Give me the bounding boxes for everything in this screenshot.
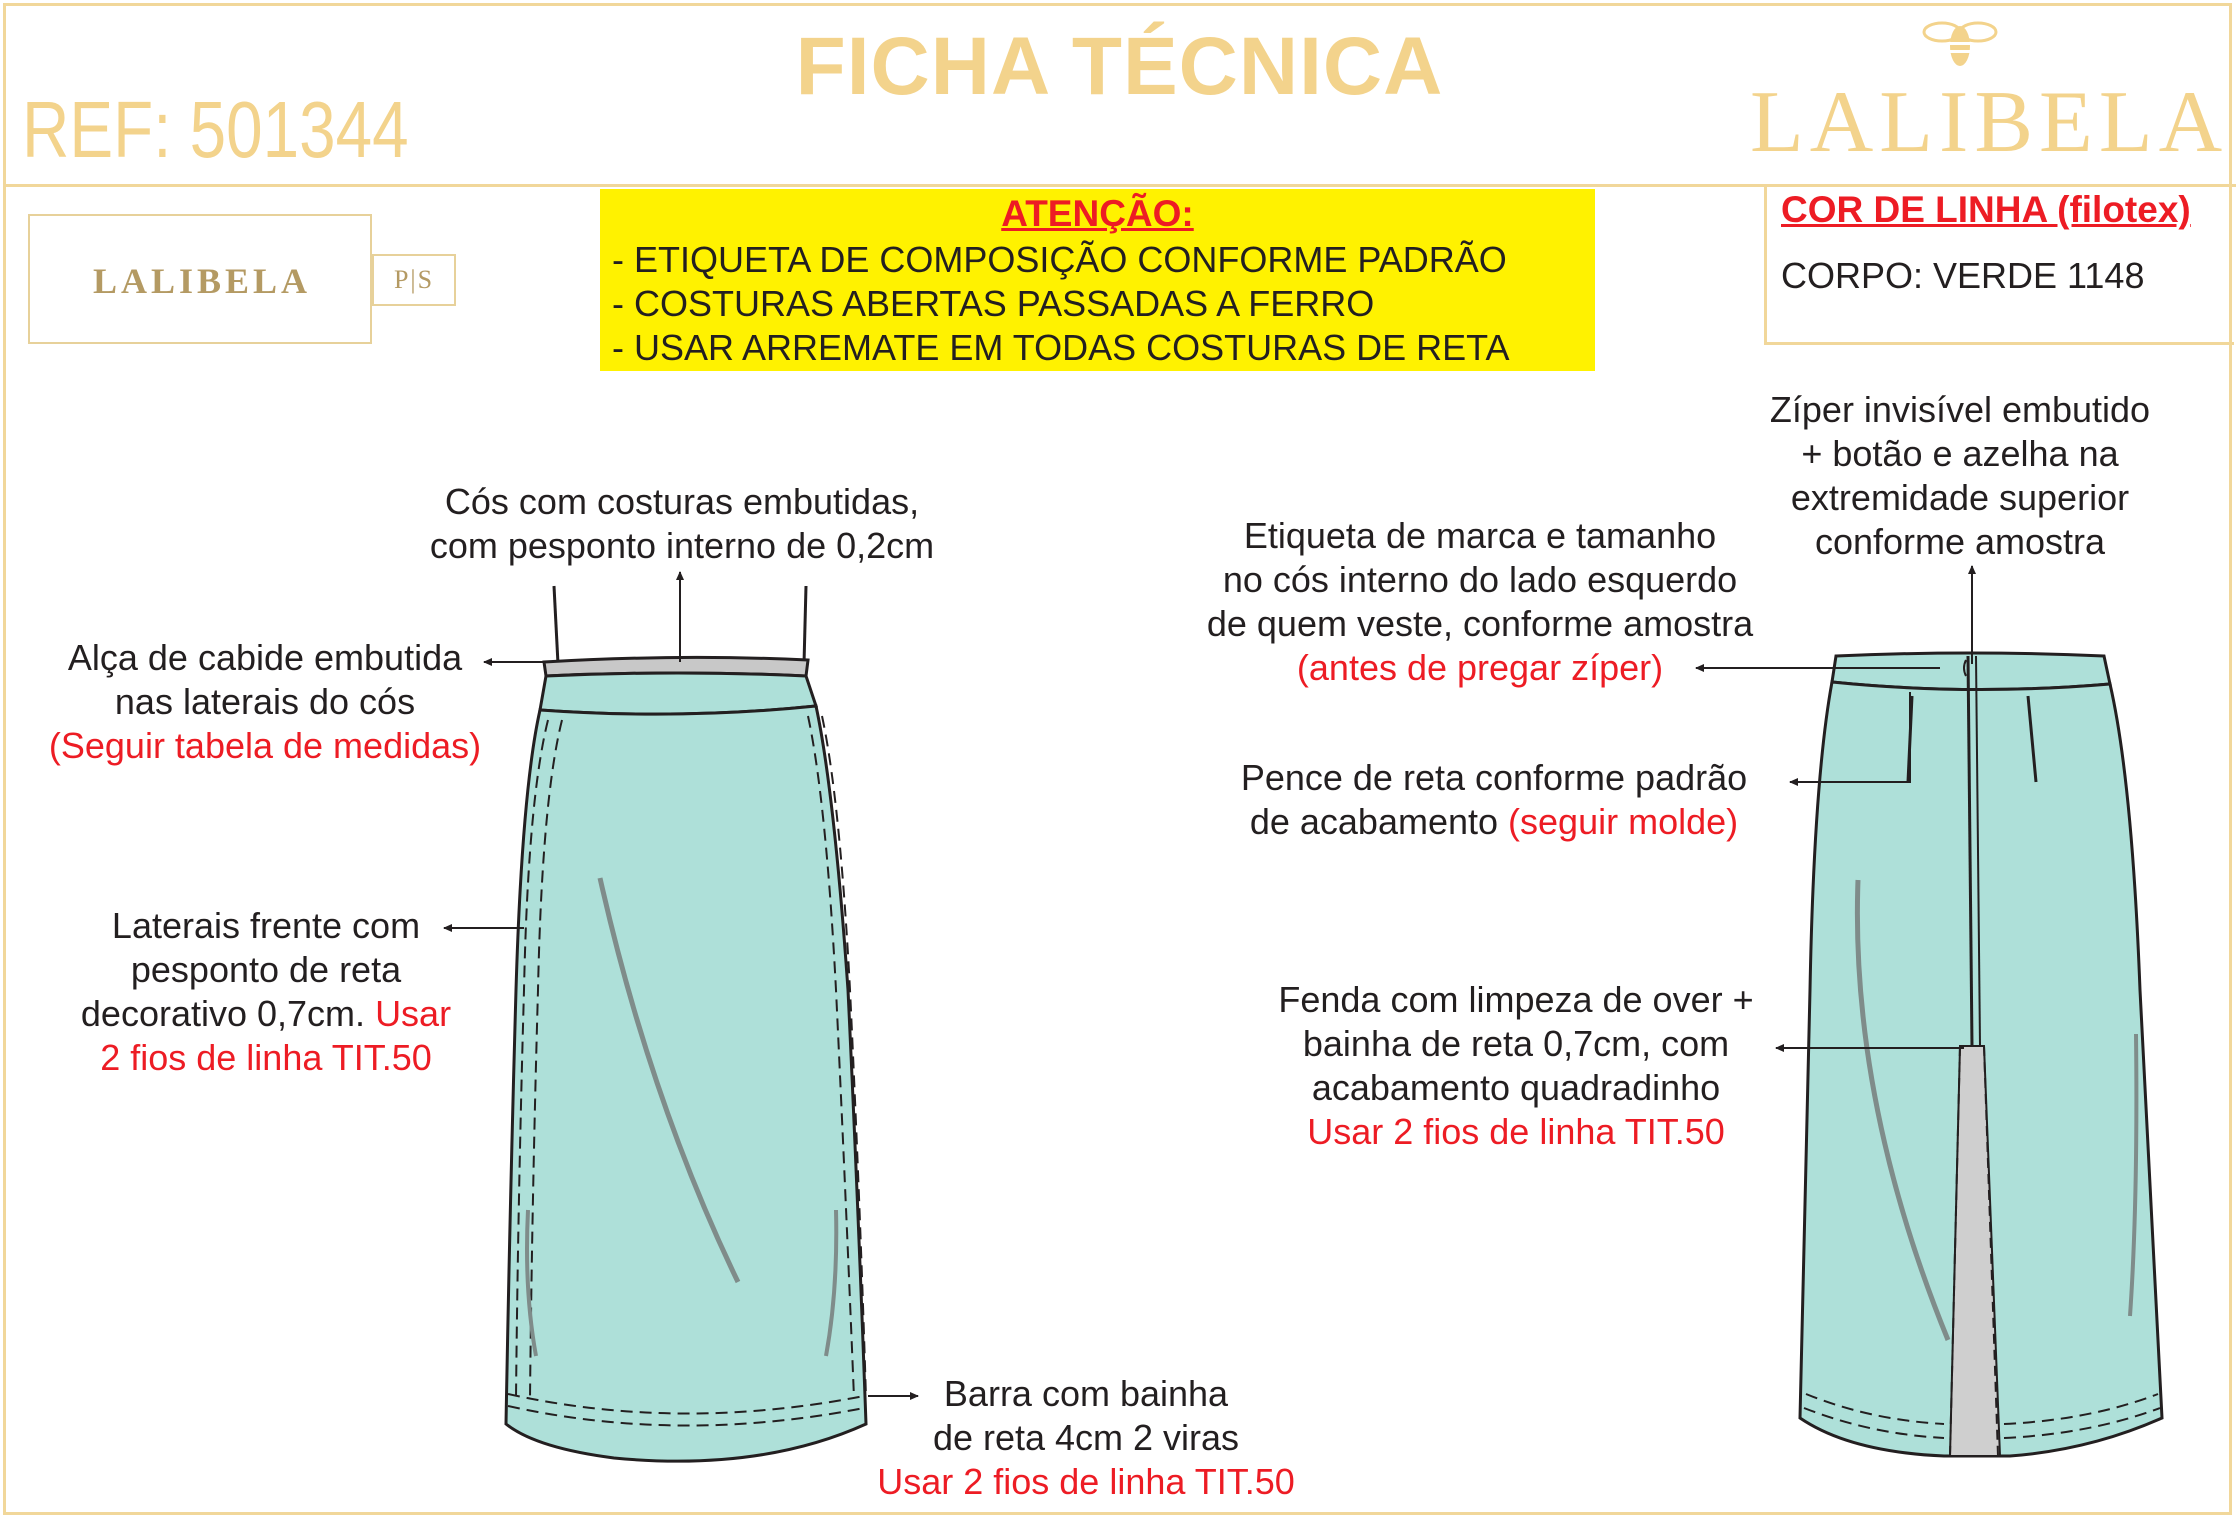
attention-line: - USAR ARREMATE EM TODAS COSTURAS DE RETA [612,327,1510,368]
note-brand-label: Etiqueta de marca e tamanho no cós interno do lado esquerdo de quem veste, conforme amostra (antes de pregar zíper) [1206,515,1754,688]
label-brand-text: LALIBELA [92,261,312,301]
note-side-seams: Laterais frente com pesponto de reta decorativo 0,7cm. Usar 2 fios de linha TIT.50 [80,905,452,1078]
note-dart: Pence de reta conforme padrão de acabamento (seguir molde) [1240,757,1748,842]
brand-name: LALIBELA [1750,74,2229,171]
page-title: FICHA TÉCNICA [795,21,1444,112]
note-waistband: Cós com costuras embutidas, com pesponto interno de 0,2cm [429,481,935,566]
reference-code: REF: 501344 [22,85,409,174]
skirt-back-drawing [1800,653,2162,1456]
note-hanger-loop: Alça de cabide embutida nas laterais do cós (Seguir tabela de medidas) [48,637,482,766]
attention-line: - COSTURAS ABERTAS PASSADAS A FERRO [612,283,1375,324]
thread-color-title: COR DE LINHA (filotex) [1781,189,2191,230]
note-hem: Barra com bainha de reta 4cm 2 viras Usar 2 fios de linha TIT.50 [877,1373,1295,1502]
attention-line: - ETIQUETA DE COMPOSIÇÃO CONFORME PADRÃO [612,239,1507,280]
note-slit: Fenda com limpeza de over + bainha de reta 0,7cm, com acabamento quadradinho Usar 2 fios de linha TIT.50 [1278,979,1754,1152]
attention-title: ATENÇÃO: [1001,193,1194,234]
size-tag: P|S [372,254,456,306]
skirt-front-drawing [506,586,866,1461]
note-zipper: Zíper invisível embutido + botão e azelha na extremidade superior conforme amostra [1769,389,2151,562]
thread-color-body: CORPO: VERDE 1148 [1781,255,2145,296]
